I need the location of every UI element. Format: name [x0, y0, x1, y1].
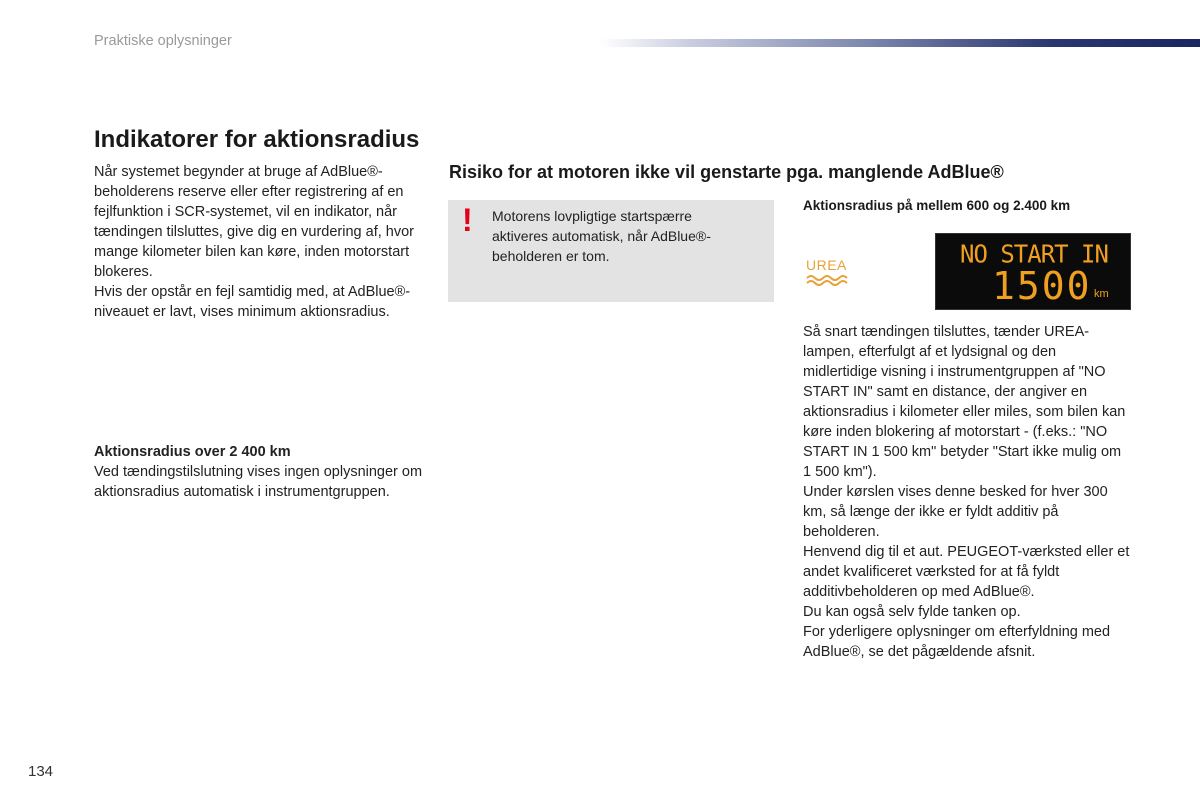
range-600-2400-heading: Aktionsradius på mellem 600 og 2.400 km — [803, 198, 1071, 213]
explanation-paragraph-3: Henvend dig til et aut. PEUGEOT-værksted eller et andet kvalificeret værksted for at få fyldt additivbeholderen op med AdBlue®. — [803, 544, 1130, 600]
range-over-2400-text: Ved tændingstilslutning vises ingen oplysninger om aktionsradius automatisk i instrumentgruppen. — [94, 464, 423, 500]
urea-lamp-label: UREA — [806, 257, 847, 273]
urea-warning-lamp-icon — [806, 257, 856, 297]
explanation-paragraph-5: For yderligere oplysninger om efterfyldning med AdBlue®, se det pågældende afsnit. — [803, 624, 1111, 660]
range-600-2400-text — [803, 322, 1133, 662]
warning-text: Motorens lovpligtige startspærre aktiveres automatisk, når AdBlue®-beholderen er tom. — [492, 208, 711, 264]
instrument-display — [935, 233, 1131, 310]
warning-exclamation-icon: ! — [462, 202, 473, 238]
page-number: 134 — [28, 763, 54, 780]
display-distance-unit: km — [1094, 288, 1109, 300]
intro-paragraph-2: Hvis der opstår en fejl samtidig med, at AdBlue®-niveauet er lavt, vises minimum aktionsradius. — [94, 284, 411, 320]
warning-box — [448, 200, 774, 302]
intro-column — [94, 162, 424, 322]
page-title: Indikatorer for aktionsradius — [94, 126, 420, 153]
restart-risk-heading: Risiko for at motoren ikke vil genstarte pga. manglende AdBlue® — [449, 162, 1004, 182]
header-decorative-bar — [600, 39, 1200, 47]
intro-paragraph-1: Når systemet begynder at bruge af AdBlue®-beholderens reserve eller efter registrering af en fejlfunktion i SCR-systemet, vil en indikator, når tændingen tilsluttes, give dig en vurdering af, hvor mange kilometer bilen kan køre, inden motorstart blokeres. — [94, 164, 414, 280]
explanation-paragraph-4: Du kan også selv fylde tanken op. — [803, 604, 1021, 620]
range-over-2400-section — [94, 442, 424, 502]
explanation-paragraph-1: Så snart tændingen tilsluttes, tænder UREA-lampen, efterfulgt af et lydsignal og den midlertidige visning i instrumentgruppen af "NO START IN" samt en distance, der angiver en aktionsradius i kilometer eller miles, som bilen kan køre inden blokering af motorstart - (f.eks.: "NO START IN 1 500 km" betyder "Start ikke mulig om 1 500 km"). — [803, 324, 1126, 480]
section-header: Praktiske oplysninger — [94, 33, 232, 49]
display-no-start-text: NO START IN — [960, 239, 1108, 269]
range-over-2400-heading: Aktionsradius over 2 400 km — [94, 444, 291, 460]
explanation-paragraph-2: Under kørslen vises denne besked for hver 300 km, så længe der ikke er fyldt additiv på beholderen. — [803, 484, 1108, 540]
urea-wave-icon — [806, 274, 850, 286]
display-distance-value: 1500 — [992, 264, 1092, 308]
